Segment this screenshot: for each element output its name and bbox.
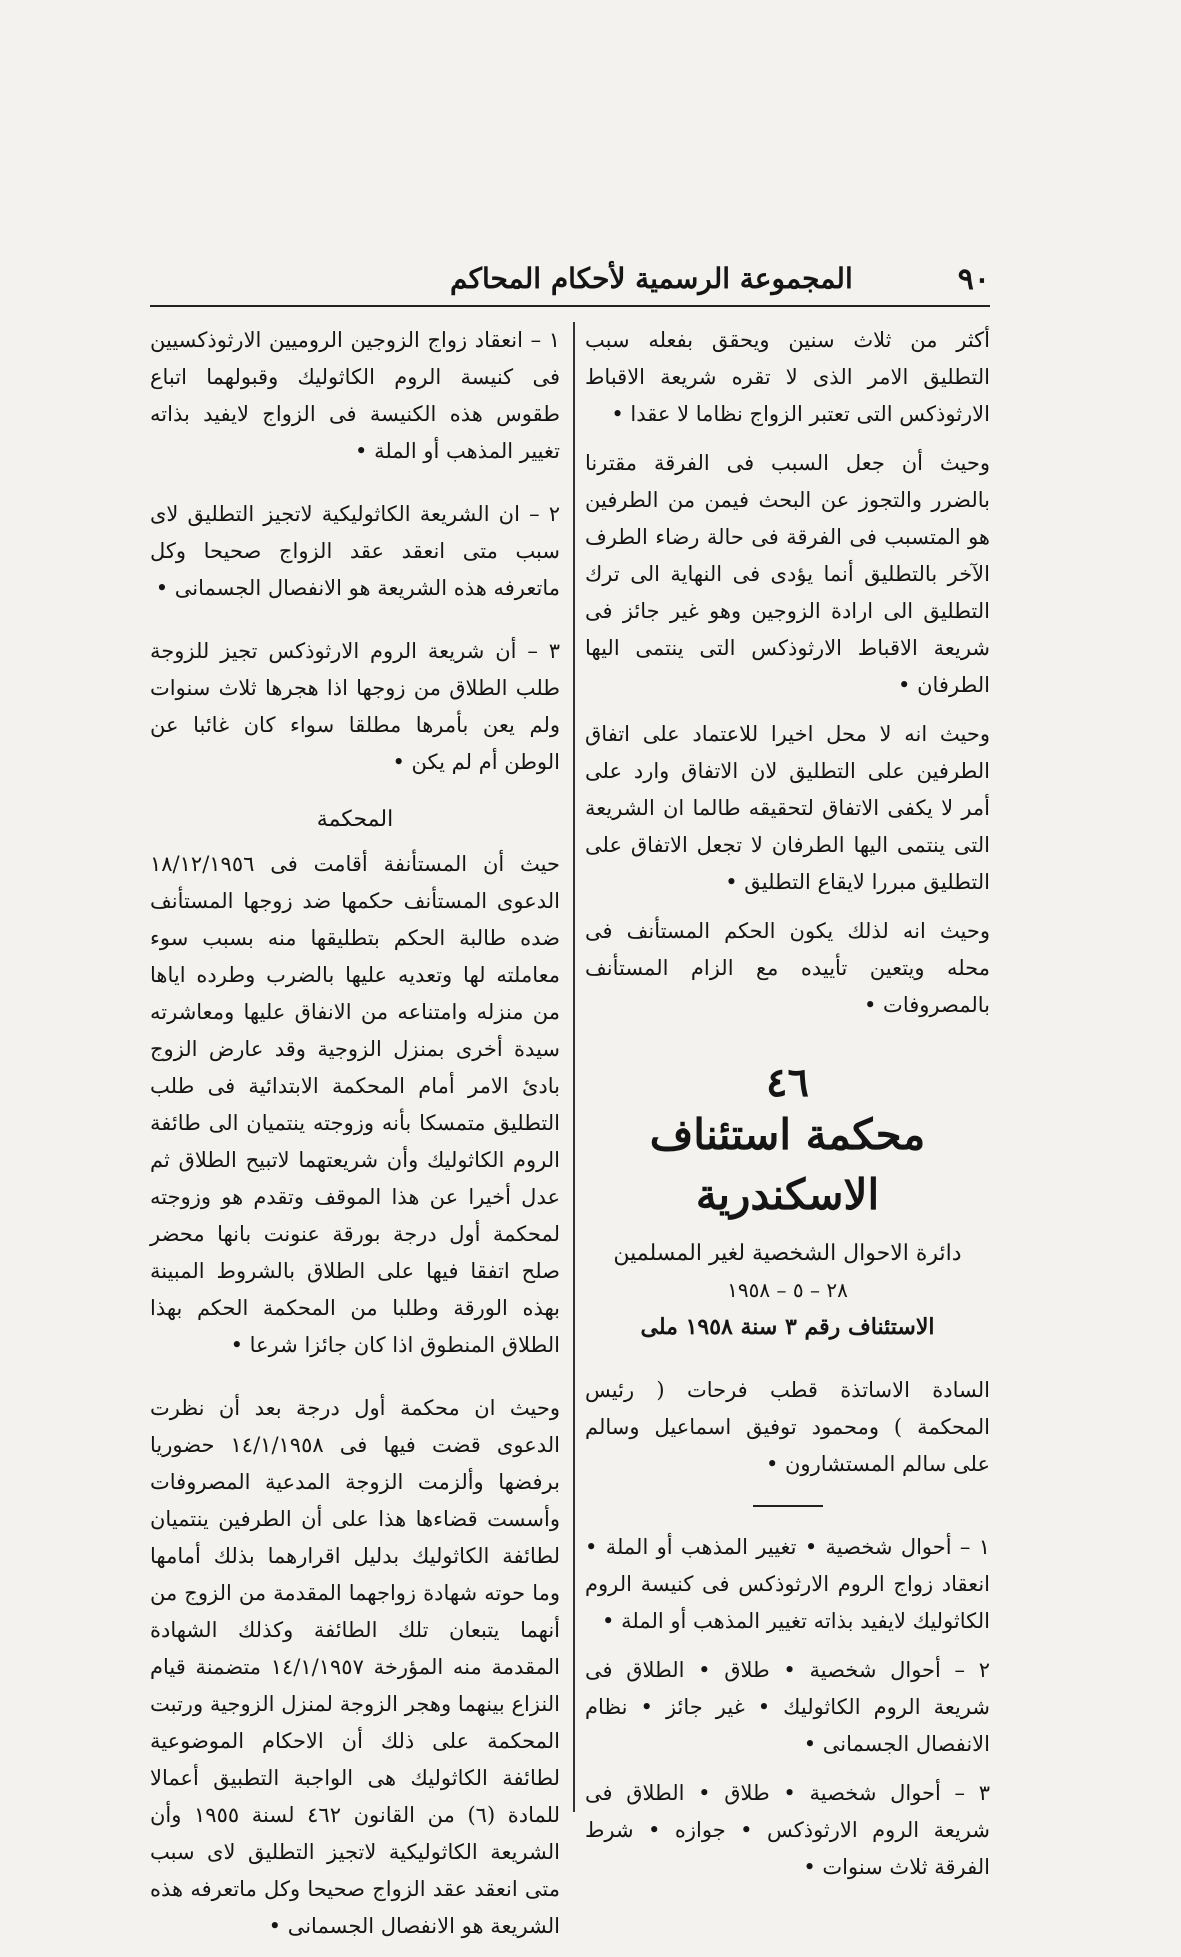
court-heading: المحكمة bbox=[316, 807, 394, 832]
headnote: ١ – أحوال شخصية • تغيير المذهب أو الملة • انعقاد زواج الروم الارثوذكس فى كنيسة الروم الكاثوليك لايفيد بذاته تغيير المذهب أو الملة • bbox=[585, 1535, 990, 1633]
decision-date: ٢٨ – ٥ – ١٩٥٨ bbox=[727, 1278, 848, 1302]
column-divider bbox=[573, 322, 575, 1812]
header-rule bbox=[150, 305, 990, 307]
headnote: ٢ – أحوال شخصية • طلاق • الطلاق فى شريعة الروم الكاثوليك • غير جائز • نظام الانفصال الجسمانى • bbox=[585, 1658, 990, 1756]
principle: ٢ – ان الشريعة الكاثوليكية لاتجيز التطليق لاى سبب متى انعقد عقد الزواج صحيحا وكل ماتعرفه هذه الشريعة هو الانفصال الجسمانى • bbox=[150, 502, 560, 600]
left-column bbox=[150, 322, 560, 1957]
circuit-name: دائرة الاحوال الشخصية لغير المسلمين bbox=[613, 1241, 962, 1266]
principle: ٣ – أن شريعة الروم الارثوذكس تجيز للزوجة طلب الطلاق من زوجها اذا هجرها ثلاث سنوات ولم يعن بأمرها مطلقا سواء كان غائبا عن الوطن أم لم يكن • bbox=[150, 639, 560, 774]
paragraph: وحيث انه لذلك يكون الحكم المستأنف فى محله ويتعين تأييده مع الزام المستأنف بالمصروفات • bbox=[585, 919, 990, 1017]
paragraph: وحيث ان محكمة أول درجة بعد أن نظرت الدعوى قضت فيها فى ١٤/١/١٩٥٨ حضوريا برفضها وألزمت الزوجة المدعية المصروفات وأسست قضاءها هذا على أن الطرفين ينتميان لطائفة الكاثوليك بدليل اقرارهما بذلك أمامها وما حوته شهادة زواجهما المقدمة من الزوج من أنهما يتبعان تلك الطائفة وكذلك الشهادة المقدمة منه المؤرخة ١٤/١/١٩٥٧ متضمنة قيام النزاع بينهما وهجر الزوجة لمنزل الزوجية ورتبت المحكمة على ذلك أن الاحكام الموضوعية لطائفة الكاثوليك هى الواجبة التطبيق أعمالا للمادة (٦) من القانون ٤٦٢ لسنة ١٩٥٥ وأن الشريعة الكاثوليكية لاتجيز التطليق لاى سبب متى انعقد عقد الزواج صحيحا وكل ماتعرفه هذه الشريعة هو الانفصال الجسمانى • bbox=[150, 1396, 560, 1938]
paragraph: حيث أن المستأنفة أقامت فى ١٨/١٢/١٩٥٦ الدعوى المستأنف حكمها ضد زوجها المستأنف ضده طالبة الحكم بتطليقها منه بسبب سوء معاملته لها وتعديه عليها بالضرب وطرده اياها من منزله وامتناعه من الانفاق عليها ومعاشرته سيدة أخرى بمنزل الزوجية وقد عارض الزوج بادئ الامر أمام المحكمة الابتدائية فى طلب التطليق متمسكا بأنه وزوجته ينتميان الى طائفة الروم الكاثوليك وأن شريعتهما لاتبيح الطلاق ثم عدل أخيرا عن هذا الموقف وتقدم هو وزوجته لمحكمة أول درجة بورقة عنونت بانها محضر صلح اتفقا فيها على الطلاق بالشروط المبينة بهذه الورقة وطلبا من المحكمة الحكم بهذا الطلاق المنطوق اذا كان جائزا شرعا • bbox=[150, 852, 560, 1357]
paragraph: وحيث انه لا محل اخيرا للاعتماد على اتفاق الطرفين على التطليق لان الاتفاق وارد على أمر لا يكفى الاتفاق لتحقيقه طالما ان الشريعة التى ينتمى اليها الطرفان لا تجعل الاتفاق على التطليق مبررا لايقاع التطليق • bbox=[585, 722, 990, 894]
court-title: محكمة استئناف الاسكندرية bbox=[649, 1110, 926, 1219]
bench-members: السادة الاساتذة قطب فرحات ( رئيس المحكمة ) ومحمود توفيق اسماعيل وسالم على سالم المستشارون • bbox=[585, 1378, 990, 1476]
running-title: المجموعة الرسمية لأحكام المحاكم bbox=[450, 262, 853, 295]
paragraph: أكثر من ثلاث سنين ويحقق بفعله سبب التطليق الامر الذى لا تقره شريعة الاقباط الارثوذكس التى تعتبر الزواج نظاما لا عقدا • bbox=[585, 328, 990, 426]
page-header bbox=[150, 250, 990, 310]
right-column bbox=[585, 322, 990, 1898]
section-rule bbox=[753, 1505, 823, 1507]
principle: ١ – انعقاد زواج الزوجين الروميين الارثوذكسيين فى كنيسة الروم الكاثوليك وقبولهما اتباع طقوس هذه الكنيسة فى الزواج لايفيد بذاته تغيير المذهب أو الملة • bbox=[150, 328, 560, 463]
headnote: ٣ – أحوال شخصية • طلاق • الطلاق فى شريعة الروم الارثوذكس • جوازه • شرط الفرقة ثلاث سنوات • bbox=[585, 1781, 990, 1879]
case-number: ٤٦ bbox=[766, 1059, 809, 1106]
page-number: ٩٠ bbox=[957, 262, 990, 297]
paragraph: وحيث أن جعل السبب فى الفرقة مقترنا بالضرر والتجوز عن البحث فيمن من الطرفين هو المتسبب فى الفرقة فى حالة رضاء الطرف الآخر بالتطليق أنما يؤدى فى النهاية الى ترك التطليق الى ارادة الزوجين وهو غير جائز فى شريعة الاقباط الارثوذكس التى ينتمى اليها الطرفان • bbox=[585, 451, 990, 697]
appeal-number: الاستئناف رقم ٣ سنة ١٩٥٨ ملى bbox=[640, 1314, 935, 1340]
